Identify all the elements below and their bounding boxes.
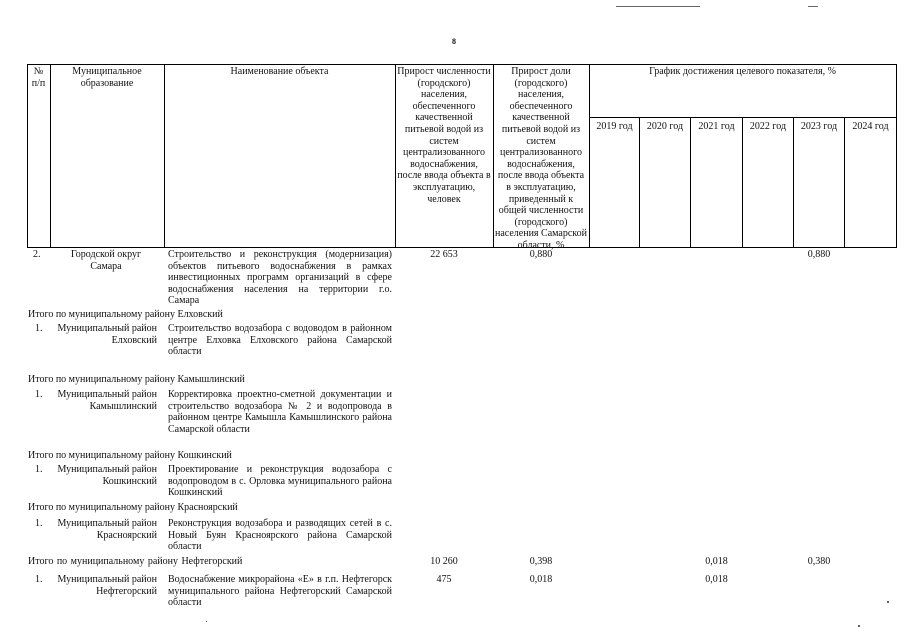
koshkinsky-municipality: Муниципальный район Кошкинский: [57, 464, 157, 487]
scan-artifact-line: [808, 6, 818, 7]
header-year-2019: 2019 год: [596, 121, 633, 132]
header-share-growth: Прирост доли (городского) населения, обеспеченного качественной питьевой водой из систем централизованного водоснабжения, после ввода объекта в эксплуатацию, приведенный к общей численности (городского) населения Самарской области, %: [495, 66, 587, 251]
header-year-2022: 2022 год: [749, 121, 787, 132]
samara-num: 2.: [33, 249, 41, 260]
header-year-2020: 2020 год: [646, 121, 684, 132]
neftegorsky-population: 475: [436, 574, 452, 585]
krasnoyarsky-object: Реконструкция водозабора и разводящих сетей в с. Новый Буян Красноярского района Самарской области: [168, 518, 392, 553]
krasnoyarsky-num: 1.: [35, 518, 43, 529]
neftegorsky-total-population: 10 260: [430, 556, 458, 567]
koshkinsky-num: 1.: [35, 464, 43, 475]
samara-2023: 0,880: [807, 249, 831, 260]
elkhovsky-municipality: Муниципальный район Елховский: [57, 323, 157, 346]
neftegorsky-total-share: 0,398: [529, 556, 553, 567]
neftegorsky-municipality: Муниципальный район Нефтегорский: [57, 574, 157, 597]
elkhovsky-object: Строительство водозабора с водоводом в районном центре Елховка Елховского района Самарской области: [168, 323, 392, 358]
header-population-growth: Прирост численности (городского) населения, обеспеченного качественной питьевой водой из систем централизованного водоснабжения, после ввода объекта в эксплуатацию, человек: [397, 66, 491, 205]
scan-speck: [858, 625, 860, 627]
neftegorsky-total-2021: 0,018: [705, 556, 728, 567]
koshkinsky-object: Проектирование и реконструкция водозабора с водопроводом в с. Орловка муниципального района Кошкинский: [168, 464, 392, 499]
neftegorsky-total-2023: 0,380: [807, 556, 831, 567]
neftegorsky-num: 1.: [35, 574, 43, 585]
page-number: 8: [452, 37, 456, 46]
header-municipality: Муниципальное образование: [72, 66, 142, 89]
samara-municipality: Городской округ Самара: [70, 249, 142, 272]
header-num: № п/п: [31, 66, 46, 89]
elkhovsky-total-label: Итого по муниципальному району Елховский: [28, 309, 223, 320]
header-year-2023: 2023 год: [800, 121, 838, 132]
krasnoyarsky-total-label: Итого по муниципальному району Красноярский: [28, 502, 238, 513]
scan-speck: [206, 621, 207, 622]
samara-population: 22 653: [430, 249, 458, 260]
kamyshlinsky-total-label: Итого по муниципальному району Камышлинский: [28, 374, 245, 385]
header-schedule: График достижения целевого показателя, %: [649, 66, 836, 77]
kamyshlinsky-municipality: Муниципальный район Камышлинский: [57, 389, 157, 412]
kamyshlinsky-object: Корректировка проектно-сметной документации и строительство водозабора № 2 и водопровода в районном центре Камышла Камышлинского района Самарской области: [168, 389, 392, 435]
elkhovsky-num: 1.: [35, 323, 43, 334]
scan-speck: [887, 601, 889, 603]
neftegorsky-2021: 0,018: [705, 574, 728, 585]
krasnoyarsky-municipality: Муниципальный район Красноярский: [57, 518, 157, 541]
kamyshlinsky-num: 1.: [35, 389, 43, 400]
scan-artifact-line: [616, 6, 700, 7]
neftegorsky-object: Водоснабжение микрорайона «Е» в г.п. Нефтегорск муниципального района Нефтегорский Самарской области: [168, 574, 392, 609]
header-year-2024: 2024 год: [852, 121, 889, 132]
koshkinsky-total-label: Итого по муниципальному району Кошкинский: [28, 450, 232, 461]
header-year-2021: 2021 год: [698, 121, 735, 132]
neftegorsky-total-label: Итого по муниципальному району Нефтегорский: [28, 556, 243, 567]
header-object: Наименование объекта: [230, 66, 329, 77]
samara-object: Строительство и реконструкция (модернизация) объектов питьевого водоснабжения в рамках инвестиционных программ организаций в сфере водоснабжения населения на территории г.о. Самара: [168, 249, 392, 307]
samara-share: 0,880: [529, 249, 553, 260]
neftegorsky-share: 0,018: [529, 574, 553, 585]
